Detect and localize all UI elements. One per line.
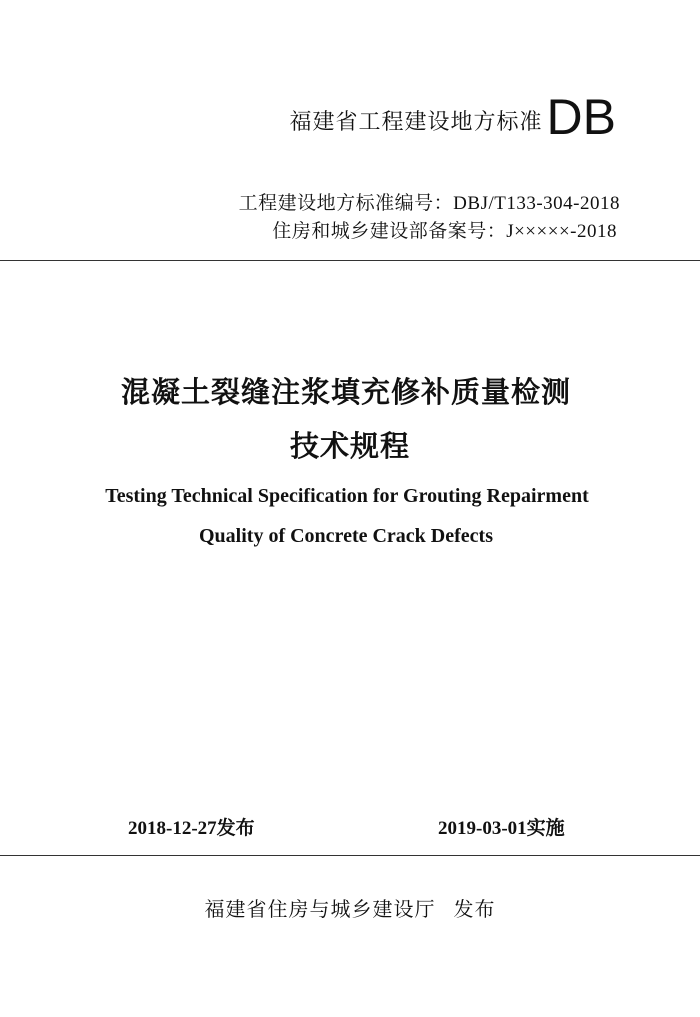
effective-date: 2019-03-01实施: [438, 818, 565, 839]
title-en-line2: Quality of Concrete Crack Defects: [199, 525, 493, 547]
standard-number: 工程建设地方标准编号：DBJ/T133-304-2018: [238, 193, 620, 214]
publisher-line: [0, 893, 700, 922]
publisher-action: 发布: [453, 897, 496, 921]
title-en-line1: Testing Technical Specification for Grouting Repairment: [105, 485, 589, 507]
standard-header: [289, 89, 616, 145]
record-number: 住房和城乡建设部备案号：J×××××-2018: [272, 221, 617, 242]
title-cn-line1: 混凝土裂缝注浆填充修补质量检测: [120, 375, 571, 409]
publisher-name: 福建省住房与城乡建设厅: [204, 897, 436, 921]
issue-date: 2018-12-27发布: [128, 818, 255, 839]
db-mark: DB: [546, 89, 616, 145]
title-cn-line2: 技术规程: [289, 429, 410, 463]
org-title: 福建省工程建设地方标准: [289, 110, 543, 135]
bottom-divider: [0, 855, 700, 856]
top-divider: [0, 260, 700, 261]
